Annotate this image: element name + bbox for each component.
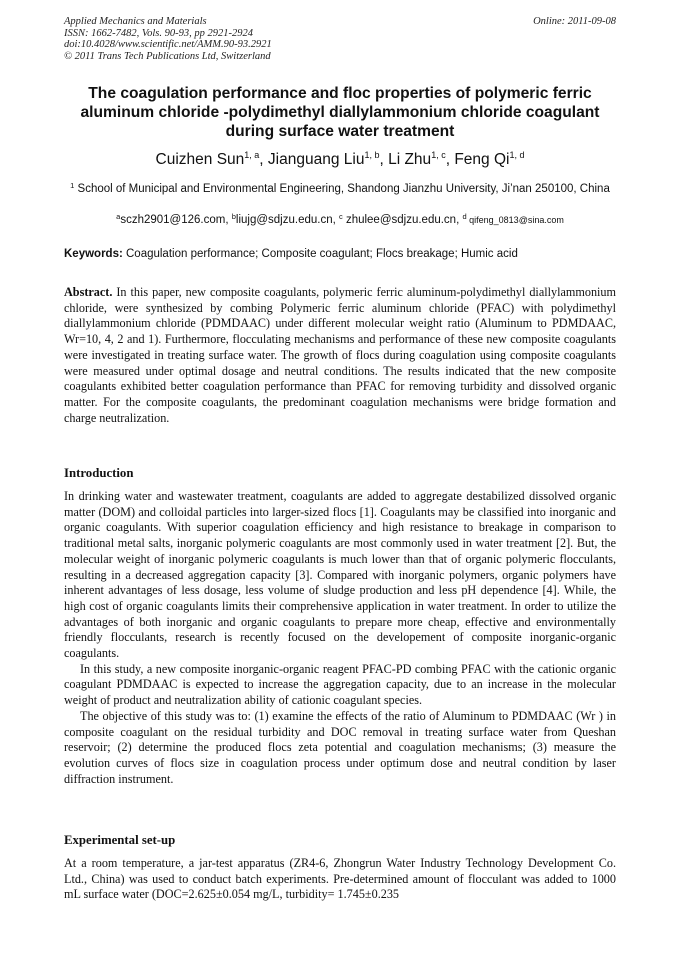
email-link[interactable]: sczh2901@126.com, xyxy=(120,214,232,226)
keywords-label: Keywords: xyxy=(64,248,123,260)
abstract-label: Abstract. xyxy=(64,285,113,299)
email-link[interactable]: zhulee@sdjzu.edu.cn, xyxy=(342,214,463,226)
email-link[interactable]: liujg@sdjzu.edu.cn, xyxy=(235,214,339,226)
keywords-text: Coagulation performance; Composite coagulant; Flocs breakage; Humic acid xyxy=(122,248,518,260)
paragraph: In this study, a new composite inorganic-organic reagent PFAC-PD combing PFAC with the cationic organic coagulant PDMDAAC is expected to increase the aggregation capacity, due to an increase in the molecular weight of product and neutralization ability of cationic coagulant species. xyxy=(64,661,616,708)
introduction-body xyxy=(64,489,616,787)
journal-copyright: © 2011 Trans Tech Publications Ltd, Switzerland xyxy=(64,50,271,62)
author-name: Cuizhen Sun xyxy=(155,151,245,168)
author-name: Jianguang Liu xyxy=(267,151,365,168)
journal-issn: ISSN: 1662-7482, Vols. 90-93, pp 2921-2924 xyxy=(64,27,253,39)
author-affil-sup: 1, a xyxy=(244,150,260,160)
section-heading-introduction: Introduction xyxy=(64,466,134,480)
paper-title: The coagulation performance and floc properties of polymeric ferric aluminum chloride -polydimethyl diallylammonium chloride coagulant during surface water treatment xyxy=(80,85,600,140)
keywords xyxy=(64,248,616,260)
abstract xyxy=(64,285,616,426)
author-list: Cuizhen Sun$^{1, a}$, Jianguang Liu$^{1, b}$, Li Zhu$^{1, c}$, Feng Qi$^{1, d}$ xyxy=(155,150,525,168)
section-heading-experimental: Experimental set-up xyxy=(64,833,176,847)
affiliation: $^1$ School of Municipal and Environmental Engineering, Shandong Jianzhu University, Ji’nan 250100, China xyxy=(70,181,610,195)
author-name: Feng Qi xyxy=(454,151,510,168)
author-affil-sup: 1, b xyxy=(364,150,380,160)
author-emails: $^a$sczh2901@126.com, $^b$liujg@sdjzu.edu.cn, $^c$ zhulee@sdjzu.edu.cn, $^d$ qifeng_0813@sina.com xyxy=(116,212,564,226)
experimental-body xyxy=(64,856,616,903)
author-name: Li Zhu xyxy=(388,151,432,168)
journal-header xyxy=(64,16,616,62)
paragraph: The objective of this study was to: (1) examine the effects of the ratio of Aluminum to PDMDAAC (Wr ) in composite coagulant on the residual turbidity and DOC removal in treating surface water from Queshan reservoir; (2) determine the produced flocs zeta potential and coagulation mechanisms; (3) measure the evolution curves of flocs size in coagulation process under optimum dose and neutral condition by laser diffraction instrument. xyxy=(64,708,616,786)
journal-name: Applied Mechanics and Materials xyxy=(64,16,207,27)
paragraph: At a room temperature, a jar-test apparatus (ZR4-6, Zhongrun Water Industry Technology Development Co. Ltd., China) was used to conduct batch experiments. Pre-determined amount of flocculant was added to 1000 mL surface water (DOC=2.625±0.054 mg/L, turbidity= 1.745±0.235 xyxy=(64,856,616,902)
online-date: Online: 2011-09-08 xyxy=(533,16,616,27)
author-affil-sup: 1, c xyxy=(431,150,446,160)
email-link[interactable]: qifeng_0813@sina.com xyxy=(466,215,564,225)
author-affil-sup: 1, d xyxy=(509,150,525,160)
paragraph: In drinking water and wastewater treatment, coagulants are added to aggregate destabilized dissolved organic matter (DOM) and colloidal particles into larger-sized flocs [1]. Coagulants may be classified into inorganic and organic coagulants. With superior coagulation efficiency and high resistance to breakage in comparison to traditional metal salts, inorganic polymeric coagulants are most commonly used in water treatment [2]. But, the molecular weight of inorganic polymeric coagulants is much lower than that of organic polymeric flocculants, resulting in a decreased aggregation capacity [3]. Compared with inorganic polymers, organic polymers have inherent advantages of less dosage, less volume of sludge production and less pH dependence [4]. While, the high cost of organic coagulants limits their comprehensive application in water treatment. In order to utilize the advantages of both inorganic and organic coagulants to prepare more cheap, effective and environmentally friendly flocculants, research is recently focused on the developement of composite inorganic-organic coagulants. xyxy=(64,489,616,661)
journal-doi: doi:10.4028/www.scientific.net/AMM.90-93.2921 xyxy=(64,39,272,50)
abstract-text: In this paper, new composite coagulants, polymeric ferric aluminum-polydimethyl diallylammonium chloride, were synthesized by combing Polymeric ferric aluminum chloride (PFAC) with polydimethyl diallylammonium chloride (PDMDAAC) under different molecular weight ratio (Aluminum to PDMDAAC, Wr=10, 4, 2 and 1). Furthermore, flocculating mechanisms and performance of these new composite coagulants were investigated in treating surface water. The growth of flocs during coagulation using composite coagulants were measured under optimal dosage and neutral conditions. The results indicated that the new composite coagulants exhibited better coagulation performance than PFAC for removing turbidity and dissolved organic matter. For the composite coagulants, the predominant coagulation mechanisms were bridge formation and charge neutralization. xyxy=(64,285,616,425)
